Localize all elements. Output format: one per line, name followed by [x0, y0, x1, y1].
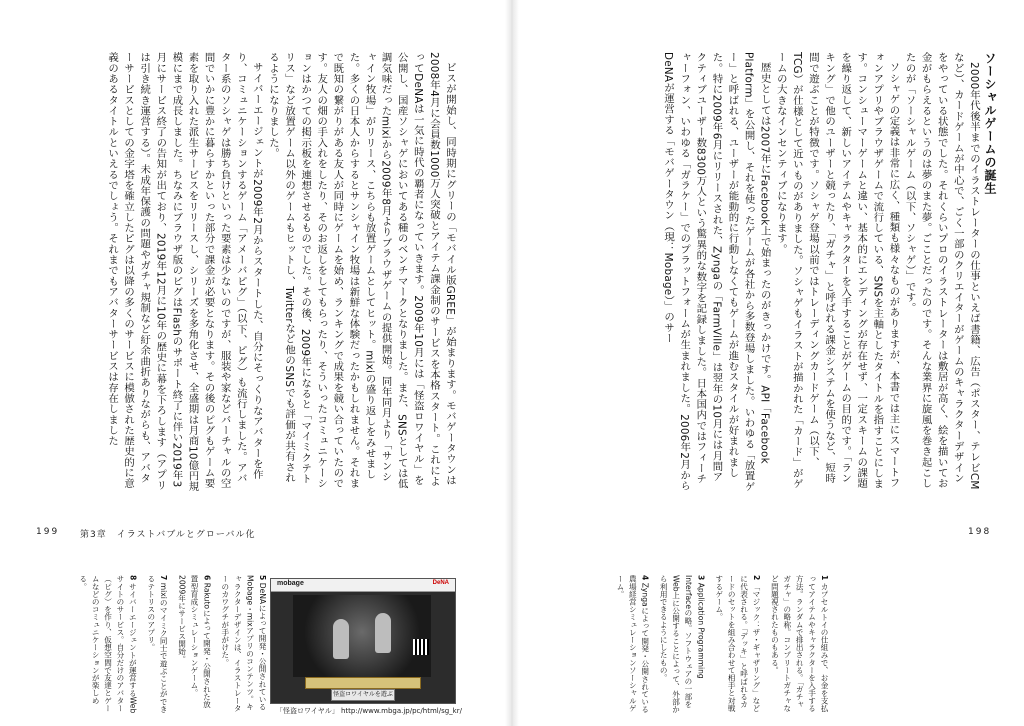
screenshot-header-bar — [271, 579, 455, 592]
footnote-text: mixiのマイミク同士で遊ぶことができるテトリスのアプリ。 — [146, 575, 169, 713]
left-paragraph-2: サイバーエージェントが2009年2月からスタートした、自分にそっくりなアバターを作り、コミュニケーションするゲーム「アメーバピグ」（以下、ピグ）も流行しました。アバター系のソシャゲは勝ち負けといった要素は少ないのですが、服装や家などバーチャルの空間でいかに豊かに暮らすかといった部分で課金が必要となります。その後のピグもゲーム要素を取り入れた派生サービスをリリースし、シリーズを多角化させ、全盛期は月商10億円規模にまで成長しました。ちなみにブラウザ版のピグはFlashのサポート終了に伴い2019年3月にサービス終了の告知が出ており、2019年12月に10年の歴史に幕を下ろします（アプリは引き続き運営する）。未成年保護の問題やガチャ規制など紆余曲折ありながらも、アバターサービスとしての金字塔を確立したピグは以降の多くのサービスに模倣された歴史的に意義のあるタイトルといえるでしょう。それまでもアバターサービスは存在しました — [106, 52, 263, 492]
footnote-number: 3 — [696, 575, 706, 581]
play-button: 怪盗ロワイヤルを遊ぶ — [331, 689, 395, 701]
figure-caption: 「怪盗ロワイヤル」 http://www.mbga.jp/pc/html/sg_kr/ — [276, 707, 462, 715]
left-paragraph-1: ビスが開始し、同時期にグリーの「モバイル版GREE」が始まります。モバゲータウンは2008年4月に会員数1000万人突破とアイテム課金制のサービスを本格スタート。これによってDeNAは一気に時代の覇者になっていきます。2009年10月には「怪盗ロワイヤル」を公開し、国産ソシャゲにおいてある種のベンチマークとなりました。また、SNSとしては低調気味だったmixiから2009年8月よりブラウザゲームの提供開始。同年同月より「サンシャイン牧場」がリリース、こちらも放置ゲームとしてヒット。mixiの盛り返しをみせました。多くの日本人からするとサンシャイン牧場は新鮮な体験だったかもしれません。それまで既知の繋がりがある友人が同時にゲームを始め、ランキングで成果を競い合っていたのです。友人の畑の手入れをしたり、そのお返しをしてもらったり、そういったコミュニケーションはかつての掲示板を連想させるものでした。その後、2009年になると「マイミクテトリス」など放置ゲーム以外のゲームもヒットし、Twitterなど他のSNSでも評価が共有されるようになりました。 — [266, 52, 456, 490]
footnote-text: サイバーエージェントが運営するWebサイトのサービス。自分だけのアバター（ピグ）を作り、仮想空間で友達とゲームなどのコミュニケーションが楽しめる。 — [78, 575, 138, 714]
footnote-5 — [218, 575, 268, 715]
footnote-3 — [657, 575, 707, 715]
footnotes-left — [18, 575, 268, 715]
footnote-number: 2 — [751, 575, 761, 581]
footnote-number: 7 — [159, 575, 169, 581]
footnote-text: Application Programming Interfaceの略。ソフトウェアの一部をWeb上に公開することによって、外部から利用できるようにしたもの。 — [659, 575, 706, 714]
footnote-4 — [614, 575, 651, 715]
character-figure — [375, 613, 391, 653]
footnote-text: DeNAによって開発・公開されているMobage・mixアプリのコンテンツ。キャラクターデザインは、イラストレーターのカワグチが手がけた。 — [220, 575, 267, 712]
footnote-number: 4 — [640, 575, 650, 581]
dena-logo: DeNA — [432, 580, 449, 586]
footnote-number: 5 — [258, 575, 267, 581]
right-paragraph-1: 2000年代後半までのイラストレーターの仕事といえば書籍、広告（ポスター、テレビCMなど）、カードゲームが中心で、ごく一部のクリエイターがゲームのキャラクターデザインをやっている状態でした。それくらいプロのイラストレーターは敷居が高く、絵を描いてお金がもらえるというのは夢のまた夢。ごことだったのです。そんな業界に旋風を巻き起こしたのが「ソーシャルゲーム（以下、ソシャゲ）」です。 — [903, 52, 980, 490]
footnote-number: 6 — [202, 575, 212, 581]
right-paragraph-3: 歴史としては2007年にFacebook上で始まったのがきっかけです。API「Facebook Platform」を公開し、それを使ったゲームが各社から多数登場しました。いわゆる「放置ゲー」と呼ばれる、ユーザーが能動的に行動しなくてもゲームが進むスタイルが好まれました。特に2009年6月にリリースされた、Zyngaの「FarmVille」は翌年の10月には月間アクティブユーザー数8300万人という驚異的な数字を記録しました。日本国内ではフィーチャーフォン、いわゆる「ガラケー」でのプラットフォームが生まれました。2006年2月からDeNAが運営する「モバゲータウン（現：Mobage）」のサー — [662, 52, 771, 492]
right-page-body — [562, 52, 998, 492]
footnote-text: Zyngaによって開発・公開されている農場経営シミュレーションソーシャルゲーム。 — [615, 575, 650, 714]
section-heading: ソーシャルゲームの誕生 — [983, 52, 997, 195]
footnote-number: 8 — [128, 575, 138, 581]
running-head-chapter: 第3章 イラストバブルとグローバル化 — [80, 530, 256, 540]
mobage-logo: mobage — [277, 580, 304, 587]
page-number-right: 198 — [968, 527, 992, 537]
footnotes-right — [590, 575, 830, 715]
footnote-text: Rakutoによって開発・公開された放置型育成シミュレーションゲーム。2009年にサービス開始。 — [177, 575, 212, 708]
footnote-7 — [144, 575, 169, 715]
footnote-8 — [76, 575, 138, 715]
footnote-text: 「マジック：ザ・ギャザリング」などに代表される。「デッキ」と呼ばれるカードのセットを組み合わせて相手と対戦するゲーム。 — [714, 575, 761, 712]
game-key-art — [293, 595, 431, 677]
left-page-body — [22, 52, 458, 492]
character-figure — [333, 619, 349, 659]
game-screenshot-figure — [270, 578, 456, 704]
footnote-6 — [175, 575, 212, 715]
footnote-1 — [768, 575, 830, 715]
footnote-2 — [712, 575, 762, 715]
qr-code-icon — [413, 639, 429, 655]
right-page — [512, 0, 1024, 726]
footnote-number: 1 — [820, 575, 829, 581]
footnote-text: カプセルトイの仕組みで、お金を支払ってアイテムやキャラクターを入手する方法。ランダムで排出される。「ガチャガチャ」の略称。コンプリートガチャなど問題視されたものもある。 — [770, 575, 829, 712]
game-title-banner — [305, 677, 421, 689]
right-paragraph-2: ソシャゲの定義は非常に広く、種類も様々なものがありますが、本書では主にスマートフォンアプリやブラウザゲームで流行している、SNSを主軸としたタイトルを指すことにします。コンシューマーゲームと違い、基本的にエンディングが存在せず、一定スキームの課題を繰り返して、新しいアイテムやキャラクターを入手することがゲームの目的です。「ランキング」で他のユーザーと競ったり、「ガチャ」と呼ばれる課金システムを使うなど、短時間で遊ぶことが特徴です。ソシャゲ登場以前ではトレーディングカードゲーム（以下、TCG）が仕様として近いものがありました。ソシャゲもイラストが描かれた「カード」がゲームの大きなインセンティブになります。 — [774, 52, 900, 490]
page-number-left: 199 — [36, 527, 60, 537]
